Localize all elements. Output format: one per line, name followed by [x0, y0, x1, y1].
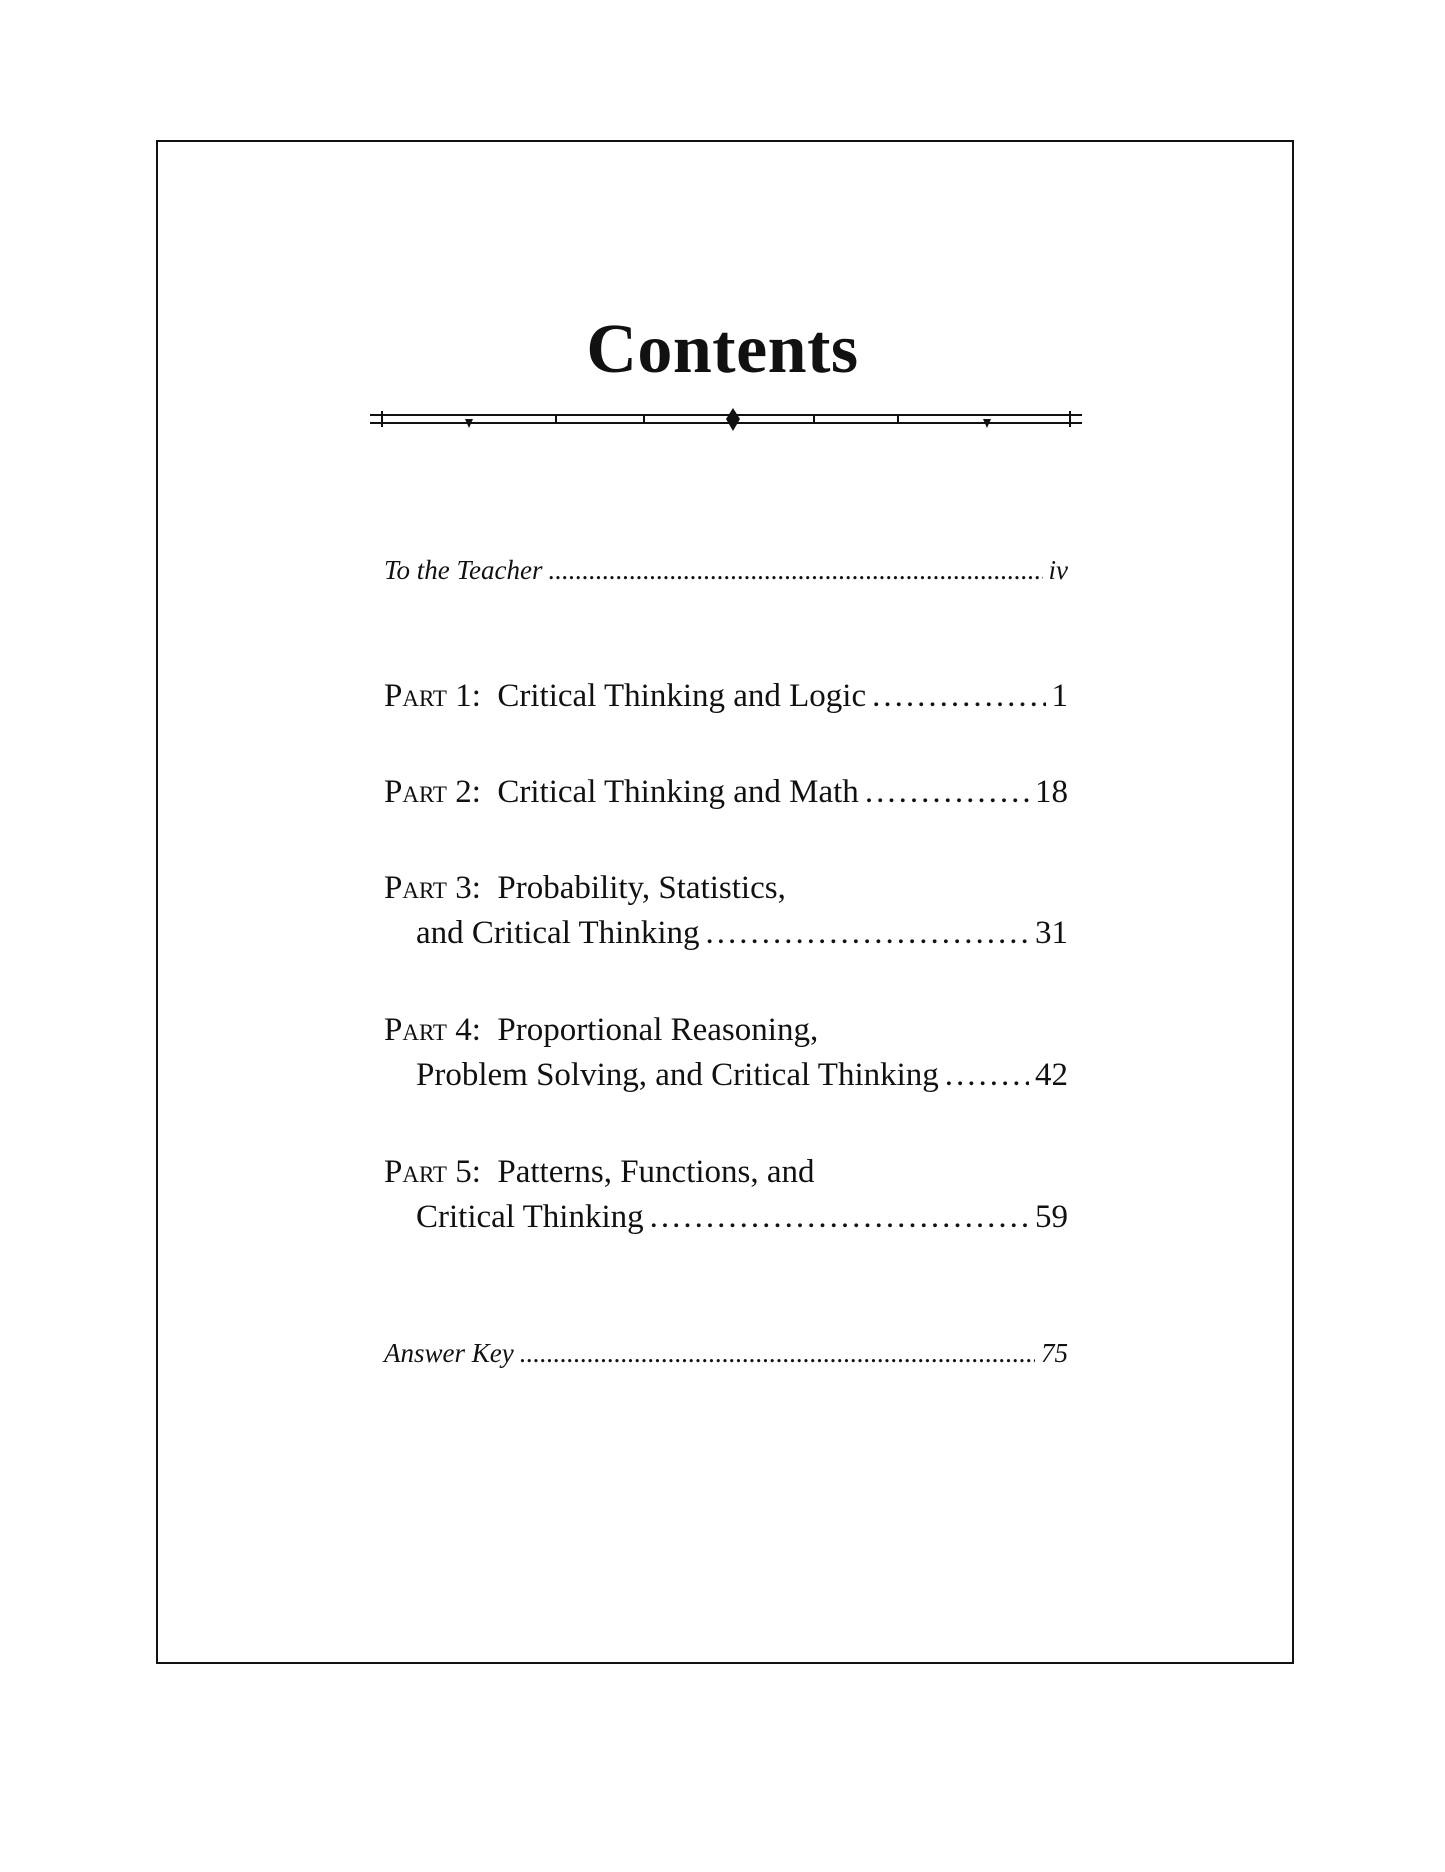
- toc-page-number: 59: [1035, 1199, 1068, 1235]
- toc-entry-label: To the Teacher: [384, 555, 543, 585]
- toc-entry-part-3[interactable]: [416, 915, 1068, 952]
- toc-entry-part-5-heading[interactable]: [384, 1154, 815, 1191]
- toc-entry-label: Proportional Reasoning,: [497, 1012, 819, 1048]
- toc-entry-part-2[interactable]: [384, 774, 1068, 811]
- toc-page-number: 1: [1051, 678, 1068, 714]
- toc-entry-label: Patterns, Functions, and: [497, 1154, 815, 1190]
- toc-entry-teacher[interactable]: [384, 555, 1068, 586]
- toc-entry-label: Critical Thinking: [416, 1199, 644, 1235]
- toc-entry-label: Critical Thinking and Logic: [497, 678, 867, 714]
- part-number: Part 2:: [384, 774, 481, 810]
- toc-page-number: 42: [1035, 1057, 1068, 1093]
- dot-leader: [650, 1199, 1029, 1236]
- dot-leader: [549, 555, 1043, 586]
- part-number: Part 1:: [384, 678, 481, 714]
- dot-leader: [706, 915, 1029, 952]
- toc-page-number: 31: [1035, 915, 1068, 951]
- toc-entry-label: and Critical Thinking: [416, 915, 700, 951]
- toc-entry-label: Problem Solving, and Critical Thinking: [416, 1057, 939, 1093]
- toc-entry-label: Answer Key: [384, 1338, 514, 1368]
- part-number: Part 5:: [384, 1154, 481, 1190]
- toc-entry-part-1[interactable]: [384, 678, 1068, 715]
- toc-entry-part-3-heading[interactable]: [384, 870, 786, 907]
- part-number: Part 3:: [384, 870, 481, 906]
- dot-leader: [865, 774, 1029, 811]
- page-title: Contents: [586, 311, 859, 388]
- toc-entry-label: Probability, Statistics,: [497, 870, 786, 906]
- toc-page-number: 18: [1035, 774, 1068, 810]
- dot-leader: [520, 1338, 1035, 1369]
- dot-leader: [872, 678, 1045, 715]
- part-number: Part 4:: [384, 1012, 481, 1048]
- toc-entry-label: Critical Thinking and Math: [497, 774, 859, 810]
- toc-entry-part-4-heading[interactable]: [384, 1012, 818, 1049]
- toc-page-number: 75: [1041, 1338, 1068, 1368]
- toc-entry-part-4[interactable]: [416, 1057, 1068, 1094]
- toc-page-number: iv: [1048, 555, 1068, 585]
- toc-entry-answer-key[interactable]: [384, 1338, 1068, 1369]
- toc-entry-part-5[interactable]: [416, 1199, 1068, 1236]
- ornament-rule: [370, 404, 1082, 434]
- dot-leader: [945, 1057, 1029, 1094]
